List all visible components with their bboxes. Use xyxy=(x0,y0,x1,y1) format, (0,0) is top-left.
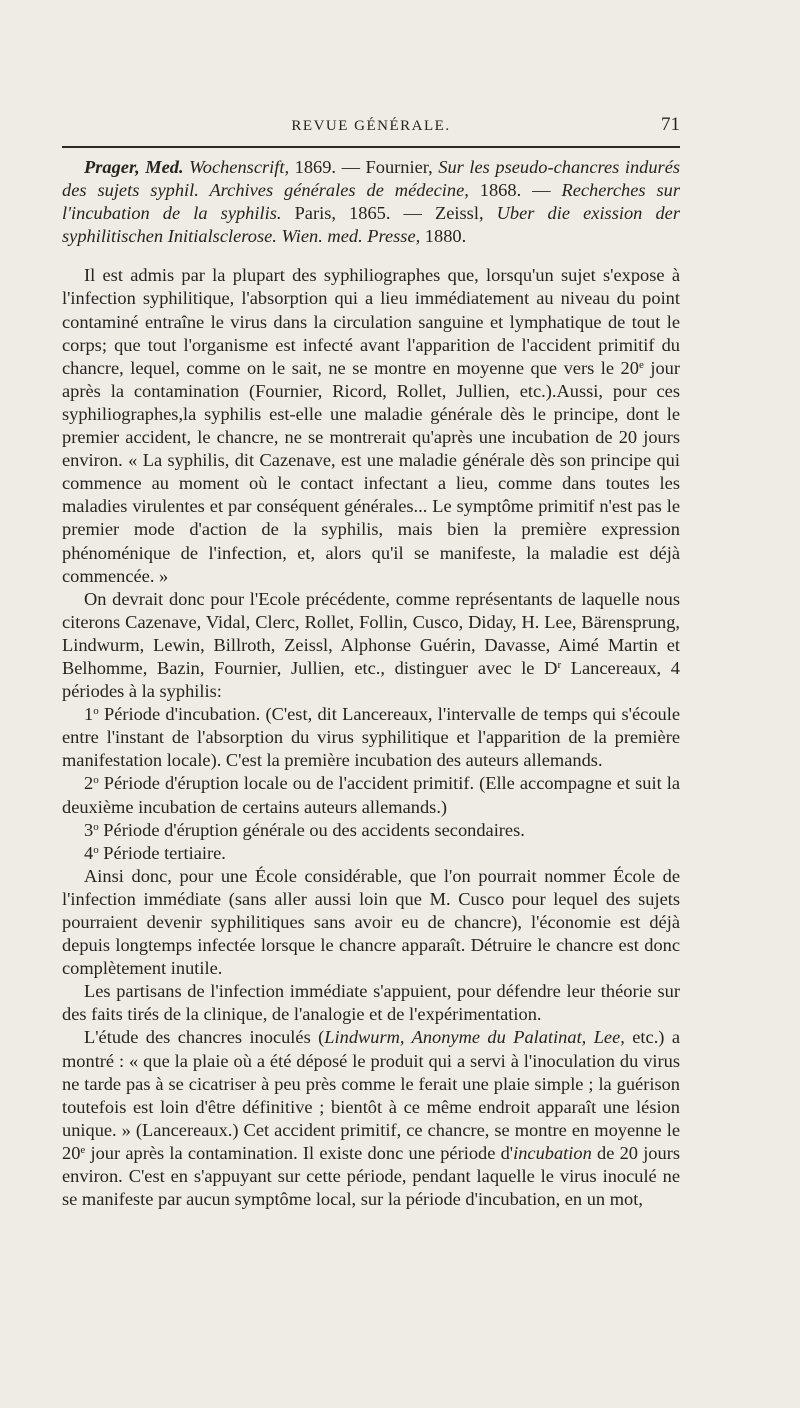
list-number: 2 xyxy=(84,773,94,794)
paragraph-text: jour après la contamination (Fournier, Ricord, Rollet, Jullien, etc.).Aussi, pour ces syphiliographes,la syphilis est-elle une maladie générale dès le principe, dont le premier accident, le chancre, ne se montrerait qu'après une incubation de 20 jours environ. « La syphilis, dit Cazenave, est une maladie générale dès son principe qui commence au moment où le contact infectant a lieu, comme dans toutes les maladies virulentes et par conséquent générales... Le symptôme primitif n'est pas le premier mode d'action de la syphilis, mais bien la première expression phénoménique de l'infection, et, alors qu'il se manifeste, la maladie est déjà commencée. » xyxy=(62,357,680,586)
ref-title: Sur les pseudo-chancres indurés des sujets syphil. Archives générales de médecine, xyxy=(62,157,681,201)
list-number: 3 xyxy=(84,819,94,840)
superscript: o xyxy=(93,705,99,718)
italic-text: incubation xyxy=(513,1142,592,1163)
ref-text: Paris, 1865. — Zeissl, xyxy=(281,203,497,224)
bibliography-reference xyxy=(62,156,680,248)
paragraph xyxy=(62,1026,680,1211)
page-number: 71 xyxy=(661,114,680,135)
list-item xyxy=(62,703,680,772)
list-item xyxy=(62,842,680,865)
paragraph-text: Il est admis par la plupart des syphiliographes que, lorsqu'un sujet s'expose à l'infection syphilitique, l'absorption qui a lieu immédiatement au niveau du point contaminé entraîne le virus dans la circulation sanguine et lymphatique de tout le corps; que tout l'organisme est infecté avant l'apparition de l'accident primitif du chancre, lequel, comme on le sait, ne se montre en moyenne que vers le 20 xyxy=(62,265,680,378)
page-header xyxy=(62,112,680,140)
paragraph: Les partisans de l'infection immédiate s'appuient, pour défendre leur théorie sur des faits tirés de la clinique, de l'analogie et de l'expérimentation. xyxy=(62,981,680,1025)
superscript: o xyxy=(93,820,99,833)
paragraph: Ainsi donc, pour une École considérable, que l'on pourrait nommer École de l'infection immédiate (sans aller aussi loin que M. Cusco pour lequel des sujets pourraient devenir syphilitiques sans avoir eu de chancre), l'économie est déjà depuis longtemps infectée lorsque le chancre apparaît. Détruire le chancre est donc complètement inutile. xyxy=(62,865,680,979)
superscript: o xyxy=(93,843,99,856)
list-number: 4 xyxy=(84,842,94,863)
ref-author: Prager, Med. xyxy=(84,157,184,177)
ref-text: 1869. — Fournier, xyxy=(289,157,439,177)
paragraph-text: Lancereaux, 4 périodes à la syphilis: xyxy=(62,657,681,702)
list-text: Période d'éruption générale ou des accidents secondaires. xyxy=(98,819,525,840)
italic-text: Lindwurm, Anonyme du Palatinat, Lee, xyxy=(324,1027,625,1048)
superscript: e xyxy=(80,1143,86,1156)
paragraph-text: On devrait donc pour l'Ecole précédente, comme représentants de laquelle nous citerons Cazenave, Vidal, Clerc, Rollet, Follin, Cusco, Diday, H. Lee, Bärensprung, Lindwurm, Lewin, Billroth, Zeissl, Alphonse Guérin, Davasse, Aimé Martin et Belhomme, Bazin, Fournier, Jullien, etc., distinguer avec le D xyxy=(62,588,680,678)
list-text: Période tertiaire. xyxy=(98,842,226,863)
list-number: 1 xyxy=(84,704,94,725)
header-rule xyxy=(62,146,680,148)
list-text: Période d'incubation. (C'est, dit Lancereaux, l'intervalle de temps qui s'écoule entre l'instant de l'absorption du virus syphilitique et l'apparition de la première manifestation locale). C'est la première incubation des auteurs allemands. xyxy=(62,704,680,771)
running-head: REVUE GÉNÉRALE. xyxy=(291,118,451,134)
paragraph-text: de 20 jours environ. C'est en s'appuyant sur cette période, pendant laquelle le virus inoculé ne se manifeste par aucun symptôme local, sur la période d'incubation, en un mot, xyxy=(62,1142,680,1210)
superscript: e xyxy=(638,358,644,371)
ref-text: 1868. — xyxy=(468,180,562,201)
list-item xyxy=(62,819,680,842)
list-item xyxy=(62,772,680,818)
ref-text: 1880. xyxy=(420,226,467,247)
paragraph-text: L'étude des chancres inoculés ( xyxy=(84,1027,325,1048)
list-text: Période d'éruption locale ou de l'accident primitif. (Elle accompagne et suit la deuxième incubation de certains auteurs allemands.) xyxy=(62,773,680,817)
ref-title: Recherches sur l'incubation de la syphilis. xyxy=(62,180,680,224)
ref-title: Uber die exission der syphilitischen Initialsclerose. Wien. med. Presse, xyxy=(62,203,680,247)
paragraph xyxy=(62,264,680,587)
paragraph-text: jour après la contamination. Il existe donc une période d' xyxy=(85,1142,514,1163)
ref-journal: Wochenscrift, xyxy=(183,157,290,177)
superscript: r xyxy=(557,658,562,671)
page-body xyxy=(62,156,680,1211)
paragraph xyxy=(62,588,680,703)
period-list xyxy=(62,703,680,865)
paragraph-text: etc.) a montré : « que la plaie où a été déposé le produit qui a servi à l'inoculation du virus ne tarde pas à se cicatriser à peu près comme le ferait une plaie simple ; la guérison toutefois est loin d'être définitive ; bientôt à ce même endroit apparaît une lésion unique. » (Lancereaux.) Cet accident primitif, ce chancre, se montre en moyenne le 20 xyxy=(62,1027,681,1163)
superscript: o xyxy=(93,774,99,787)
